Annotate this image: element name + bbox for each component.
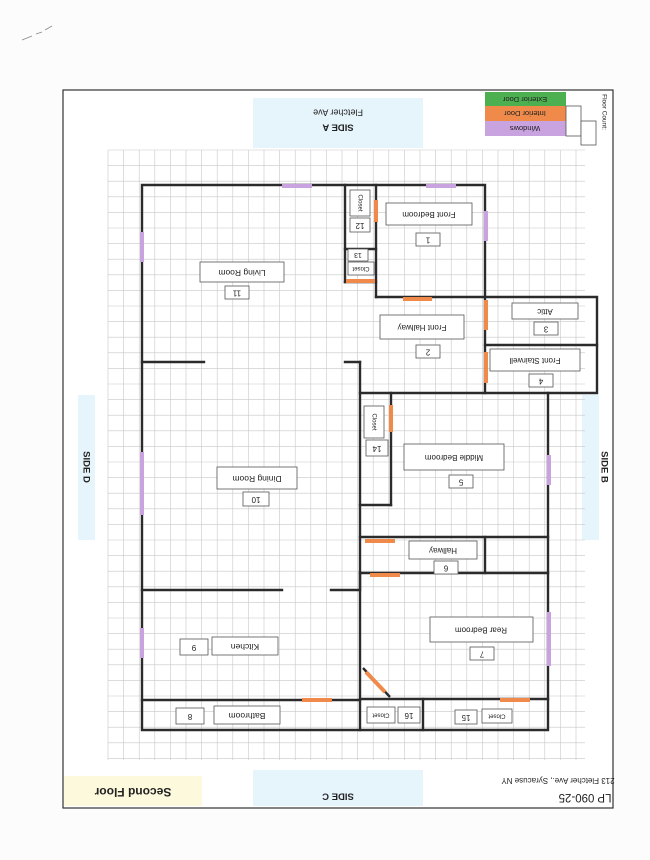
side-a-label: SIDE A xyxy=(322,121,354,133)
room-12-number: 12 xyxy=(355,220,365,230)
room-10-number: 10 xyxy=(251,494,261,504)
room-13-number: 13 xyxy=(354,251,362,259)
room-16-number: 16 xyxy=(404,710,414,720)
room-11-name: Living Room xyxy=(218,267,266,278)
side-d-label: SIDE D xyxy=(80,451,92,483)
room-4-name: Front Stairwell xyxy=(509,355,561,365)
side-c-label: SIDE C xyxy=(322,790,354,802)
floor-count-label: Floor Count: xyxy=(600,94,608,130)
side-b-band xyxy=(582,395,599,540)
room-14-name: Closet xyxy=(370,413,377,431)
room-6-number: 6 xyxy=(443,563,449,573)
room-14-number: 14 xyxy=(372,443,382,453)
room-11-number: 11 xyxy=(232,288,242,298)
legend-blank-cell xyxy=(566,106,581,136)
room-1-number: 1 xyxy=(425,235,431,245)
plan-id: LP 090-25 xyxy=(558,790,612,803)
room-7-number: 7 xyxy=(479,649,485,659)
room-13-name: Closet xyxy=(352,264,370,271)
room-16-name: Closet xyxy=(372,711,390,718)
room-1-name: Front Bedroom xyxy=(402,209,456,219)
floor-label: Second Floor xyxy=(94,784,172,799)
room-4-number: 4 xyxy=(538,376,544,386)
room-9-name: Kitchen xyxy=(230,641,260,652)
room-3-name: Attic xyxy=(537,306,553,316)
side-b-label: SIDE B xyxy=(598,451,610,483)
room-12-name: Closet xyxy=(356,194,363,212)
legend-interior-label: Interior Door xyxy=(504,109,546,119)
room-10-name: Dining Room xyxy=(232,473,282,484)
room-7-name: Rear Bedroom xyxy=(454,625,508,635)
room-2-number: 2 xyxy=(425,347,431,357)
room-15-number: 15 xyxy=(461,712,471,722)
room-2-name: Front Hallway xyxy=(397,322,447,332)
room-6-name: Hallway xyxy=(428,545,458,555)
room-8-name: Bathroom xyxy=(228,710,266,721)
street-top-label: Fletcher Ave xyxy=(313,107,363,118)
room-15-name: Closet xyxy=(488,712,506,719)
room-3-number: 3 xyxy=(543,324,549,334)
room-5-name: Middle Bedroom xyxy=(424,452,484,462)
room-5-number: 5 xyxy=(458,477,464,487)
room-8-number: 8 xyxy=(187,711,193,721)
scan-marks xyxy=(22,26,52,40)
legend-exterior-label: Exterior Door xyxy=(502,95,548,105)
legend-window-label: Windows xyxy=(509,124,541,134)
address: 213 Fletcher Ave., Syracuse NY xyxy=(501,775,615,785)
floor-count-box xyxy=(581,121,596,145)
room-9-number: 9 xyxy=(191,642,197,652)
